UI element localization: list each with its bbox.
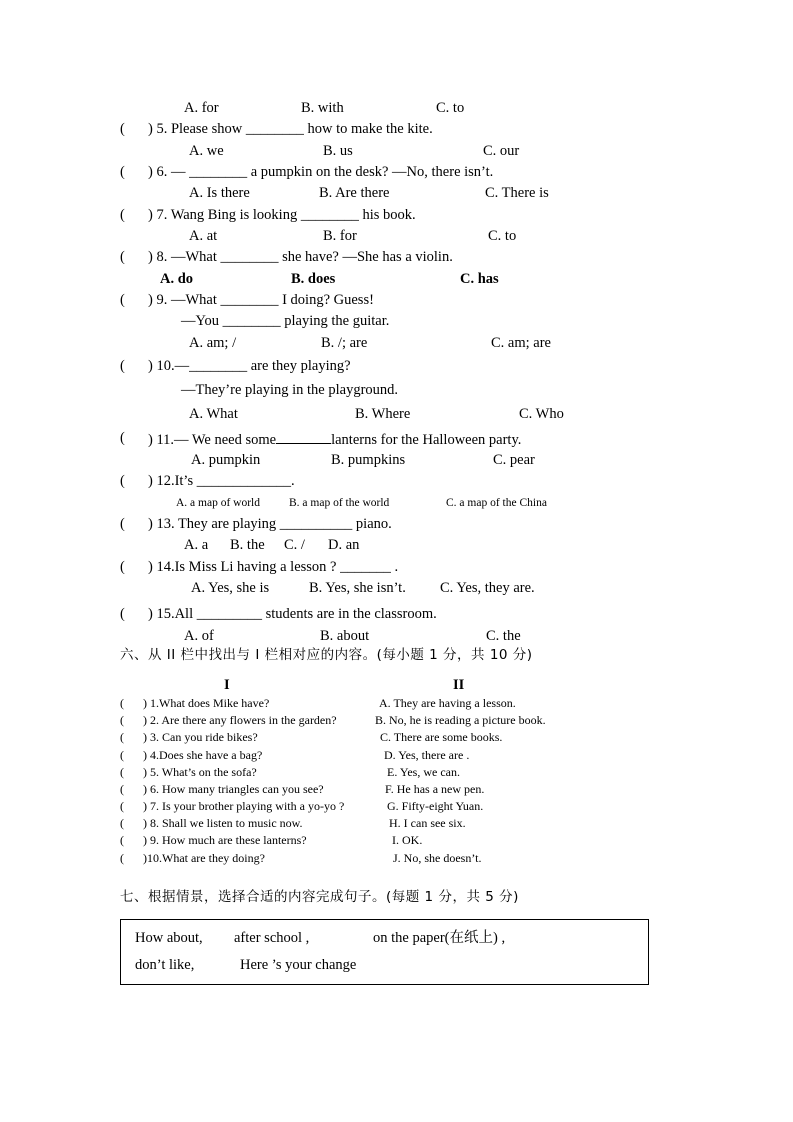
q6-option-a: A. Is there [189,185,250,201]
q15-option-c: C. the [486,628,521,644]
match-answer-f: F. He has a new pen. [385,782,485,796]
answer-paren: ( [120,516,125,532]
q4-option-c: C. to [436,100,465,116]
section-6-heading: 六、从 II 栏中找出与 I 栏相对应的内容。(每小题 1 分，共 10 分) [120,647,533,663]
q5-option-b: B. us [323,143,353,159]
match-answer-e: E. Yes, we can. [387,765,460,779]
question-10: ) 10.—________ are they playing? [148,358,351,374]
question-6: ) 6. — ________ a pumpkin on the desk? —No, there isn’t. [148,164,494,180]
word-bank-item: How about, [135,930,203,946]
q9-option-c: C. am; are [491,335,551,351]
answer-paren: ( [120,851,124,865]
match-question-7: ) 7. Is your brother playing with a yo-yo ? [143,799,345,813]
match-question-1: ) 1.What does Mike have? [143,696,270,710]
answer-paren: ( [120,730,124,744]
q12-option-c: C. a map of the China [446,497,547,509]
answer-paren: ( [120,782,124,796]
match-answer-d: D. Yes, there are . [384,748,470,762]
q6-option-c: C. There is [485,185,549,201]
match-question-5: ) 5. What’s on the sofa? [143,765,257,779]
answer-paren: ( [120,799,124,813]
q5-option-a: A. we [189,143,224,159]
question-7: ) 7. Wang Bing is looking ________ his book. [148,207,416,223]
q13-option-b: B. the [230,537,265,553]
answer-blank [276,429,331,444]
q11-option-a: A. pumpkin [191,452,261,468]
answer-paren: ( [120,816,124,830]
answer-paren: ( [120,713,124,727]
q10-option-b: B. Where [355,406,411,422]
match-answer-i: I. OK. [392,833,423,847]
q13-option-a: A. a [184,537,209,553]
match-question-9: ) 9. How much are these lanterns? [143,833,307,847]
match-answer-j: J. No, she doesn’t. [393,851,482,865]
question-12: ) 12.It’s _____________. [148,473,295,489]
answer-paren: ( [120,430,125,446]
word-bank-item: on the paper(在纸上) , [373,930,506,946]
q7-option-c: C. to [488,228,517,244]
match-question-6: ) 6. How many triangles can you see? [143,782,324,796]
q14-option-b: B. Yes, she isn’t. [309,580,406,596]
answer-paren: ( [120,748,124,762]
q10-option-a: A. What [189,406,238,422]
match-question-2: ) 2. Are there any flowers in the garden? [143,713,337,727]
answer-paren: ( [120,164,125,180]
q11-option-c: C. pear [493,452,535,468]
section-7-heading: 七、根据情景，选择合适的内容完成句子。(每题 1 分，共 5 分) [120,889,519,905]
q11-option-b: B. pumpkins [331,452,406,468]
match-answer-b: B. No, he is reading a picture book. [375,713,546,727]
question-11-end: lanterns for the Halloween party. [331,432,522,448]
q12-option-a: A. a map of world [176,497,260,509]
question-11-start: ) 11.— We need some [148,432,277,448]
answer-paren: ( [120,358,125,374]
q8-option-b: B. does [291,271,336,287]
word-bank-item: after school , [234,930,310,946]
question-8: ) 8. —What ________ she have? —She has a violin. [148,249,453,265]
answer-paren: ( [120,606,125,622]
question-9-line2: —You ________ playing the guitar. [181,313,390,329]
q13-option-c: C. / [284,537,305,553]
question-5: ) 5. Please show ________ how to make the kite. [148,121,433,137]
match-question-8: ) 8. Shall we listen to music now. [143,816,303,830]
match-answer-c: C. There are some books. [380,730,503,744]
q15-option-a: A. of [184,628,214,644]
question-9: ) 9. —What ________ I doing? Guess! [148,292,374,308]
question-15: ) 15.All _________ students are in the classroom. [148,606,437,622]
q13-option-d: D. an [328,537,360,553]
answer-paren: ( [120,249,125,265]
q4-option-b: B. with [301,100,344,116]
question-11 [148,429,521,449]
q8-option-c: C. has [460,271,499,287]
word-bank-item: don’t like, [135,957,195,973]
column-2-header: II [453,677,465,693]
q15-option-b: B. about [320,628,370,644]
question-13: ) 13. They are playing __________ piano. [148,516,392,532]
q6-option-b: B. Are there [319,185,390,201]
match-question-3: ) 3. Can you ride bikes? [143,730,258,744]
q10-option-c: C. Who [519,406,564,422]
answer-paren: ( [120,765,124,779]
answer-paren: ( [120,292,125,308]
match-answer-h: H. I can see six. [389,816,466,830]
match-answer-a: A. They are having a lesson. [379,696,516,710]
answer-paren: ( [120,207,125,223]
q14-option-c: C. Yes, they are. [440,580,535,596]
column-1-header: I [224,677,230,693]
q12-option-b: B. a map of the world [289,497,390,509]
match-answer-g: G. Fifty-eight Yuan. [387,799,484,813]
word-bank-item: Here ’s your change [240,957,357,973]
answer-paren: ( [120,833,124,847]
question-10-line2: —They’re playing in the playground. [181,382,399,398]
answer-paren: ( [120,473,125,489]
q7-option-b: B. for [323,228,357,244]
q9-option-a: A. am; / [189,335,237,351]
q7-option-a: A. at [189,228,218,244]
answer-paren: ( [120,559,125,575]
answer-paren: ( [120,696,124,710]
q14-option-a: A. Yes, she is [191,580,270,596]
q9-option-b: B. /; are [321,335,368,351]
question-14: ) 14.Is Miss Li having a lesson ? _______ . [148,559,399,575]
match-question-4: ) 4.Does she have a bag? [143,748,263,762]
q5-option-c: C. our [483,143,520,159]
q4-option-a: A. for [184,100,219,116]
q8-option-a: A. do [160,271,194,287]
answer-paren: ( [120,121,125,137]
match-question-10: )10.What are they doing? [143,851,265,865]
